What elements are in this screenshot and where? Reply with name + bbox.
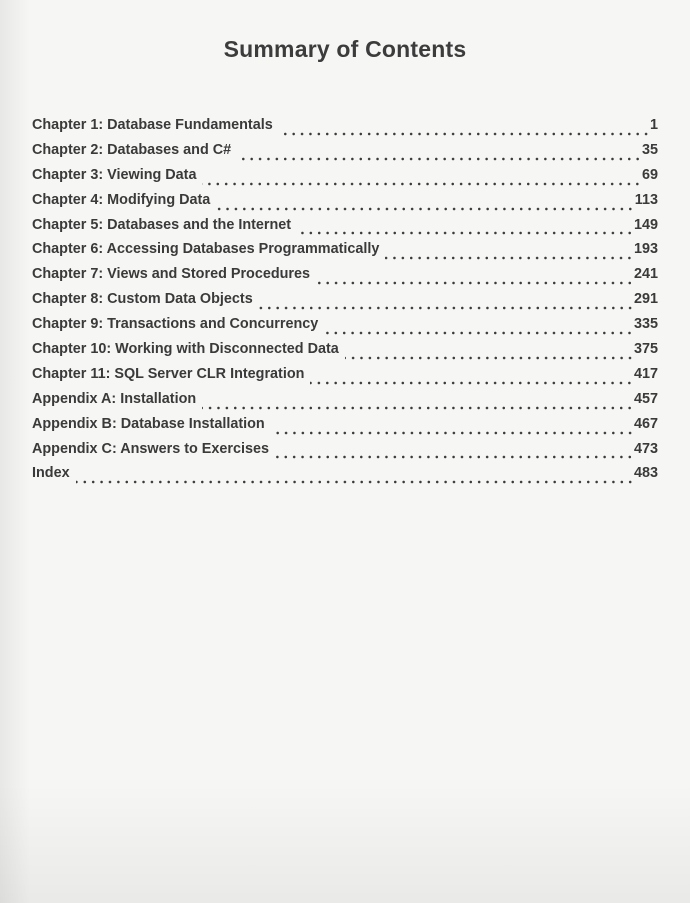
dot-leader	[275, 443, 634, 459]
toc-entry-label: Chapter 3: Viewing Data	[32, 166, 197, 183]
dot-leader	[202, 170, 642, 186]
toc-entry-label: Appendix B: Database Installation	[32, 415, 265, 432]
toc-entry-page-number: 457	[633, 390, 658, 407]
toc-entry-page-number: 241	[633, 266, 658, 283]
toc-entry-page-number: 375	[633, 341, 658, 358]
dot-leader	[297, 219, 634, 235]
toc-entry-page-number: 193	[633, 241, 658, 258]
dot-leader	[76, 468, 634, 484]
toc-entry-page-number: 473	[633, 440, 658, 457]
toc-entry-label: Chapter 4: Modifying Data	[32, 191, 211, 208]
toc-entry-label: Appendix C: Answers to Exercises	[32, 440, 269, 457]
dot-leader	[279, 120, 650, 136]
toc-entry	[32, 217, 658, 242]
toc-entry-page-number: 35	[641, 141, 658, 158]
toc-entry-label: Appendix A: Installation	[32, 390, 197, 407]
dot-leader	[324, 319, 634, 335]
toc-entry-label: Chapter 2: Databases and C#	[32, 141, 232, 158]
dot-leader	[216, 195, 634, 211]
toc-entry-label: Chapter 8: Custom Data Objects	[32, 291, 253, 308]
toc-entry-page-number: 291	[633, 291, 658, 308]
toc-entry	[32, 241, 658, 266]
toc-entry	[32, 291, 658, 316]
toc-entry-label: Chapter 1: Database Fundamentals	[32, 117, 273, 133]
toc-entry-page-number: 483	[633, 465, 658, 482]
toc-entry-page-number: 467	[633, 415, 658, 432]
toc-entry-page-number: 417	[633, 365, 658, 382]
toc-entry	[32, 366, 658, 391]
toc-entry-page-number: 69	[641, 166, 658, 183]
dot-leader	[345, 344, 634, 360]
dot-leader	[385, 244, 634, 260]
dot-leader	[202, 394, 634, 410]
toc-entry-label: Chapter 9: Transactions and Concurrency	[32, 316, 319, 333]
toc-entry-page-number: 113	[634, 191, 658, 208]
toc-entry-label: Index	[32, 465, 70, 482]
toc-entry	[32, 266, 658, 291]
toc-entry-label: Chapter 5: Databases and the Internet	[32, 216, 292, 233]
dot-leader	[316, 269, 634, 285]
table-of-contents	[32, 117, 658, 490]
toc-entry-page-number: 1	[649, 117, 658, 133]
toc-entry	[32, 465, 658, 490]
toc-entry	[32, 117, 658, 142]
dot-leader	[237, 145, 642, 161]
dot-leader	[310, 369, 634, 385]
toc-entry	[32, 316, 658, 341]
toc-entry	[32, 416, 658, 441]
toc-entry-page-number: 335	[633, 316, 658, 333]
toc-entry	[32, 192, 658, 217]
toc-entry	[32, 341, 658, 366]
toc-entry-page-number: 149	[633, 216, 658, 233]
page-title: Summary of Contents	[223, 36, 467, 62]
toc-entry-label: Chapter 7: Views and Stored Procedures	[32, 266, 311, 283]
dot-leader	[271, 419, 634, 435]
toc-entry-label: Chapter 11: SQL Server CLR Integration	[32, 365, 305, 382]
toc-entry	[32, 167, 658, 192]
dot-leader	[259, 294, 634, 310]
toc-entry-label: Chapter 10: Working with Disconnected Data	[32, 341, 339, 358]
toc-entry	[32, 142, 658, 167]
toc-entry	[32, 391, 658, 416]
toc-entry	[32, 441, 658, 466]
toc-entry-label: Chapter 6: Accessing Databases Programmatically	[32, 241, 380, 258]
